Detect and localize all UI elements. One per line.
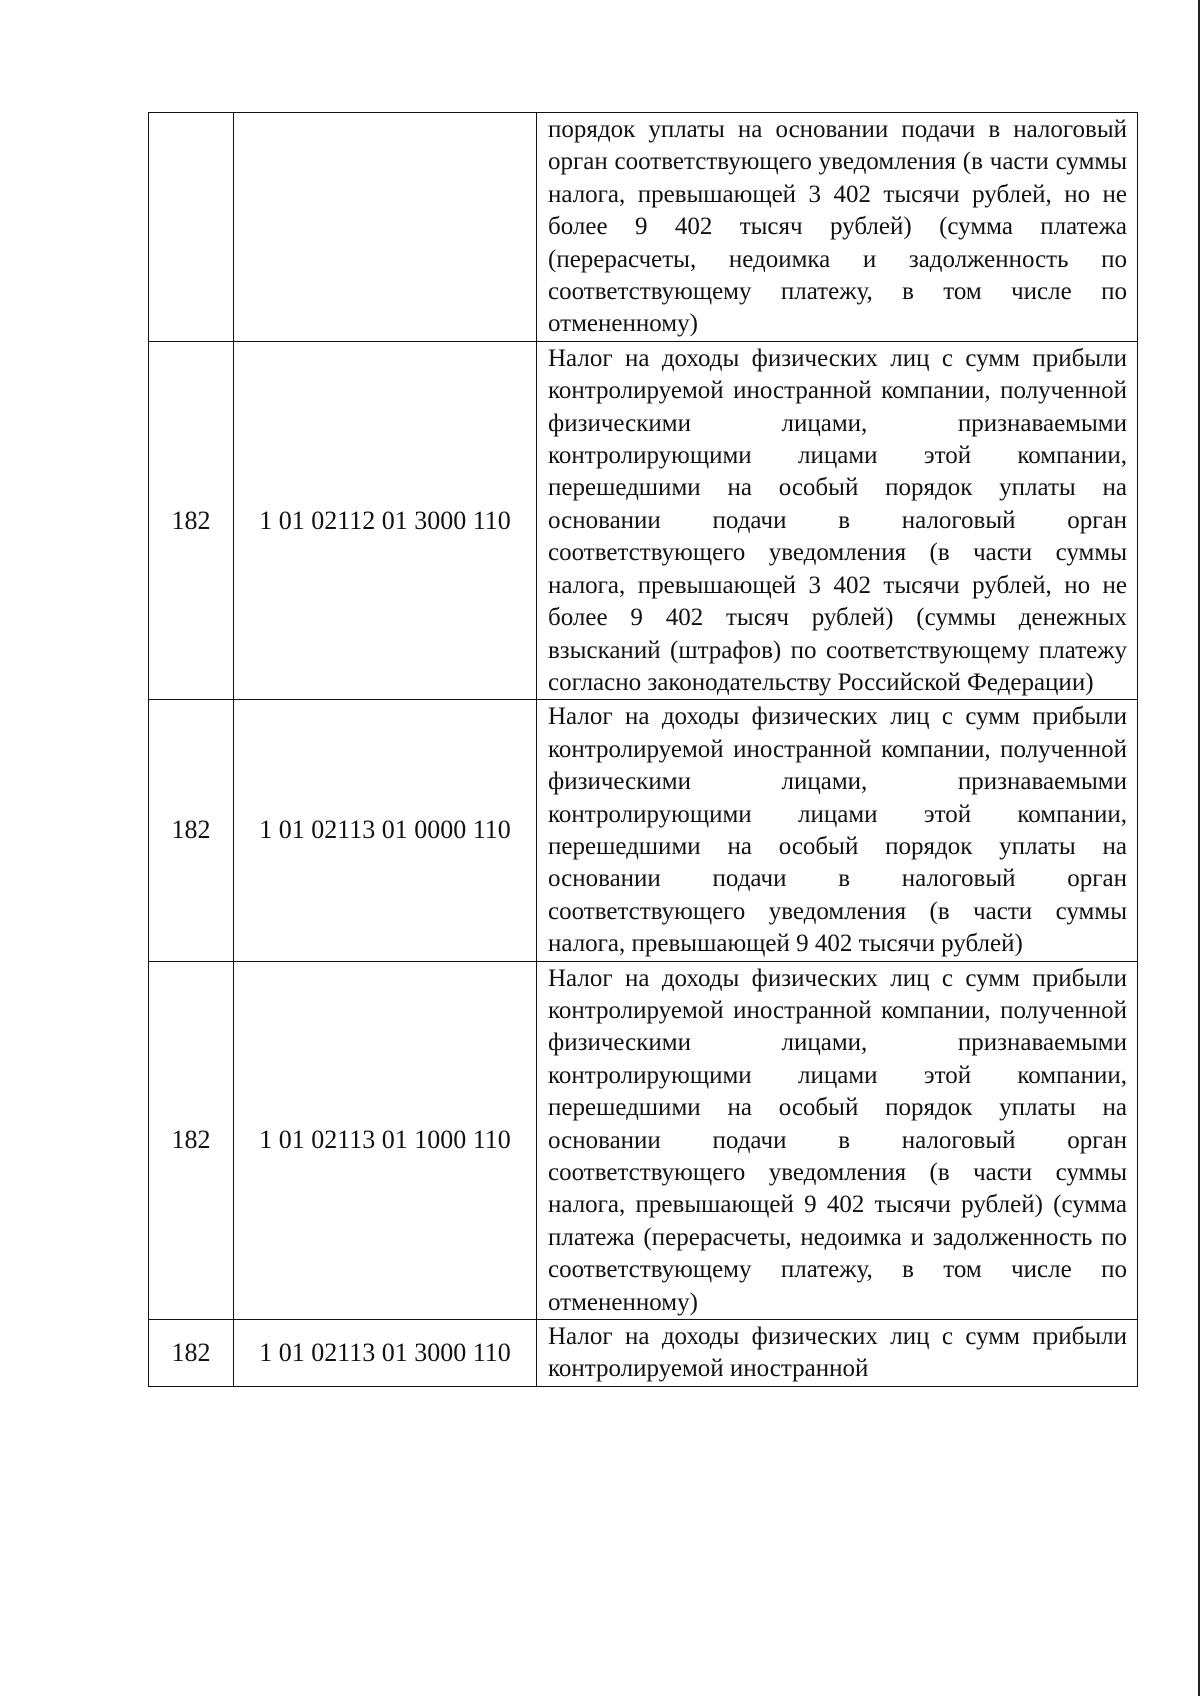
description-cell bbox=[537, 700, 1138, 961]
kbk-code-cell: 1 01 02113 01 0000 110 bbox=[234, 700, 537, 961]
admin-code-cell: 182 bbox=[149, 341, 234, 699]
kbk-code-cell bbox=[234, 113, 537, 342]
description-cell bbox=[537, 1320, 1138, 1387]
description-cell bbox=[537, 341, 1138, 699]
table-row bbox=[149, 961, 1138, 1319]
kbk-code-cell: 1 01 02113 01 1000 110 bbox=[234, 961, 537, 1319]
table-row bbox=[149, 113, 1138, 342]
admin-code-cell: 182 bbox=[149, 700, 234, 961]
description-text: Налог на доходы физических лиц с сумм прибыли контролируемой иностранной компании, полученной физическими лицами, признаваемыми контролирующими лицами этой компании, перешедшими на особый порядок уплаты на основании подачи в налоговый орган соответствующего уведомления (в части суммы налога, превышающей 9 402 тысячи рублей) bbox=[548, 703, 1127, 958]
table-row bbox=[149, 1320, 1138, 1387]
admin-code-cell: 182 bbox=[149, 1320, 234, 1387]
table-row bbox=[149, 341, 1138, 699]
kbk-code-cell: 1 01 02113 01 3000 110 bbox=[234, 1320, 537, 1387]
description-cell bbox=[537, 113, 1138, 342]
description-text: порядок уплаты на основании подачи в налоговый орган соответствующего уведомления (в части суммы налога, превышающей 3 402 тысячи рублей, но не более 9 402 тысяч рублей) (сумма платежа (перерасчеты, недоимка и задолженность по соответствующему платежу, в том числе по отмененному) bbox=[548, 116, 1127, 338]
description-cell bbox=[537, 961, 1138, 1319]
admin-code-cell bbox=[149, 113, 234, 342]
table-row bbox=[149, 700, 1138, 961]
description-text: Налог на доходы физических лиц с сумм прибыли контролируемой иностранной bbox=[548, 1323, 1127, 1383]
kbk-table bbox=[148, 112, 1138, 1387]
description-text: Налог на доходы физических лиц с сумм прибыли контролируемой иностранной компании, полученной физическими лицами, признаваемыми контролирующими лицами этой компании, перешедшими на особый порядок уплаты на основании подачи в налоговый орган соответствующего уведомления (в части суммы налога, превышающей 3 402 тысячи рублей, но не более 9 402 тысяч рублей) (суммы денежных взысканий (штрафов) по соответствующему платежу согласно законодательству Российской Федерации) bbox=[548, 344, 1127, 696]
description-text: Налог на доходы физических лиц с сумм прибыли контролируемой иностранной компании, полученной физическими лицами, признаваемыми контролирующими лицами этой компании, перешедшими на особый порядок уплаты на основании подачи в налоговый орган соответствующего уведомления (в части суммы налога, превышающей 9 402 тысячи рублей) (сумма платежа (перерасчеты, недоимка и задолженность по соответствующему платежу, в том числе по отмененному) bbox=[548, 964, 1127, 1316]
kbk-code-cell: 1 01 02112 01 3000 110 bbox=[234, 341, 537, 699]
admin-code-cell: 182 bbox=[149, 961, 234, 1319]
